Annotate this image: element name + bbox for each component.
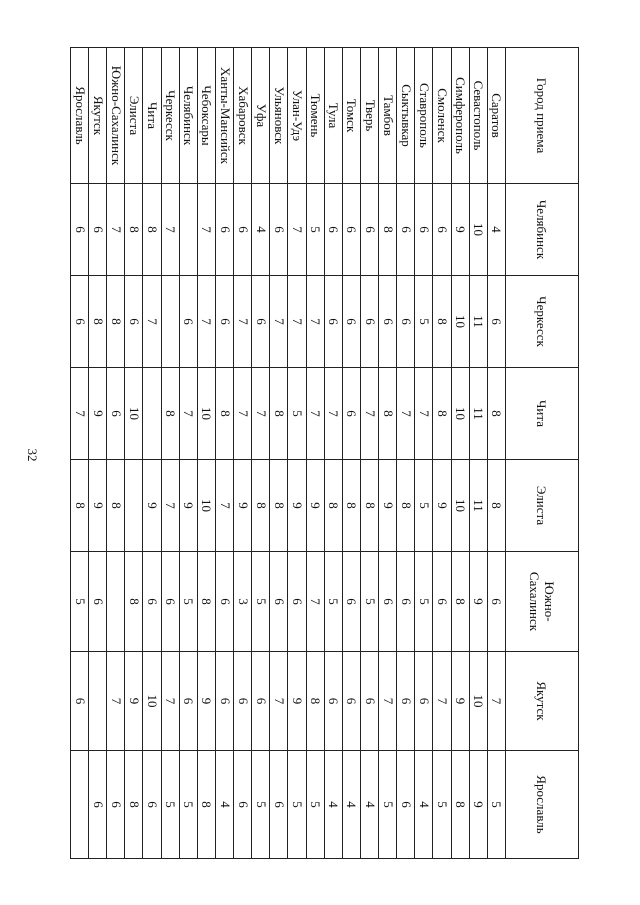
table-cell: 8 (197, 751, 215, 859)
table-cell: 8 (342, 460, 360, 552)
header-city-7: Ярославль (506, 751, 579, 859)
row-city-name: Симферополь (451, 48, 469, 184)
table-cell: 9 (451, 184, 469, 276)
row-city-name: Тверь (361, 48, 379, 184)
table-cell: 6 (487, 276, 505, 368)
table-cell (179, 184, 197, 276)
row-city-name: Ульяновск (270, 48, 288, 184)
table-cell: 8 (433, 368, 451, 460)
table-cell: 8 (125, 751, 143, 859)
header-city-3: Чита (506, 368, 579, 460)
table-cell: 6 (415, 652, 433, 751)
row-city-name: Тюмень (306, 48, 324, 184)
row-city-name: Ставрополь (415, 48, 433, 184)
table-cell: 8 (487, 368, 505, 460)
table-cell: 6 (179, 276, 197, 368)
table-cell: 8 (197, 552, 215, 652)
row-city-name: Ярославль (71, 48, 89, 184)
table-cell: 6 (71, 276, 89, 368)
header-city-5: Южно-Сахалинск (506, 552, 579, 652)
table-cell: 8 (216, 368, 234, 460)
row-city-name: Сыктывкар (397, 48, 415, 184)
table-row (252, 48, 270, 859)
table-cell: 9 (469, 552, 487, 652)
row-city-name: Якутск (89, 48, 107, 184)
schedule-table (70, 47, 579, 859)
table-cell: 7 (306, 276, 324, 368)
table-cell: 7 (179, 368, 197, 460)
table-cell: 8 (71, 460, 89, 552)
table-cell (71, 751, 89, 859)
table-cell: 5 (179, 552, 197, 652)
table-cell (89, 652, 107, 751)
table-cell: 8 (487, 460, 505, 552)
table-cell: 6 (71, 184, 89, 276)
table-cell: 5 (252, 751, 270, 859)
table-cell: 8 (161, 368, 179, 460)
table-cell: 7 (433, 652, 451, 751)
table-row (379, 48, 397, 859)
table-row (197, 48, 215, 859)
table-cell: 7 (288, 184, 306, 276)
table-cell: 11 (469, 460, 487, 552)
table-row (125, 48, 143, 859)
table-cell: 6 (270, 184, 288, 276)
table-cell: 8 (451, 552, 469, 652)
table-cell: 7 (306, 552, 324, 652)
table-row (89, 48, 107, 859)
table-cell: 8 (270, 460, 288, 552)
table-cell (161, 276, 179, 368)
table-cell: 8 (306, 652, 324, 751)
table-cell: 6 (342, 184, 360, 276)
table-cell: 5 (161, 751, 179, 859)
table-row (216, 48, 234, 859)
table-cell: 4 (487, 184, 505, 276)
table-cell: 10 (197, 460, 215, 552)
table-row (487, 48, 505, 859)
table-cell: 7 (397, 368, 415, 460)
table-row (306, 48, 324, 859)
row-city-name: Южно-Сахалинск (107, 48, 125, 184)
table-cell: 8 (379, 368, 397, 460)
table-cell: 5 (361, 552, 379, 652)
table-cell: 4 (361, 751, 379, 859)
table-cell: 6 (216, 276, 234, 368)
table-cell: 7 (107, 184, 125, 276)
table-cell: 10 (197, 368, 215, 460)
row-city-name: Улан-Удэ (288, 48, 306, 184)
row-city-name: Тамбов (379, 48, 397, 184)
table-cell: 6 (270, 751, 288, 859)
table-cell: 11 (469, 368, 487, 460)
header-city-1: Челябинск (506, 184, 579, 276)
table-cell: 4 (342, 751, 360, 859)
table-cell: 6 (324, 184, 342, 276)
table-cell: 8 (107, 460, 125, 552)
table-cell: 6 (342, 368, 360, 460)
table-cell: 8 (143, 184, 161, 276)
row-city-name: Саратов (487, 48, 505, 184)
table-row (361, 48, 379, 859)
table-cell: 6 (107, 751, 125, 859)
row-city-name: Севастополь (469, 48, 487, 184)
table-wrapper (70, 47, 579, 858)
table-cell: 4 (252, 184, 270, 276)
table-cell: 6 (143, 552, 161, 652)
table-cell: 8 (397, 460, 415, 552)
table-cell: 7 (71, 368, 89, 460)
table-cell: 6 (234, 184, 252, 276)
table-cell: 9 (179, 460, 197, 552)
table-cell: 6 (179, 652, 197, 751)
table-cell: 10 (469, 184, 487, 276)
table-cell: 5 (71, 552, 89, 652)
row-city-name: Томск (342, 48, 360, 184)
table-cell: 6 (397, 751, 415, 859)
table-row (71, 48, 89, 859)
table-cell: 6 (252, 276, 270, 368)
table-cell: 6 (397, 652, 415, 751)
table-cell: 6 (342, 652, 360, 751)
table-cell: 8 (125, 184, 143, 276)
row-city-name: Тула (324, 48, 342, 184)
table-cell (107, 552, 125, 652)
row-city-name: Ханты-Мансийск (216, 48, 234, 184)
table-cell: 10 (451, 368, 469, 460)
row-city-name: Уфа (252, 48, 270, 184)
table-cell: 6 (89, 184, 107, 276)
table-cell: 5 (324, 552, 342, 652)
table-cell: 6 (397, 552, 415, 652)
table-cell: 9 (379, 460, 397, 552)
table-cell: 9 (288, 460, 306, 552)
table-cell: 6 (216, 552, 234, 652)
table-cell: 4 (324, 751, 342, 859)
table-cell: 6 (397, 276, 415, 368)
table-body (71, 48, 506, 859)
header-city-2: Черкесск (506, 276, 579, 368)
table-cell: 6 (324, 276, 342, 368)
table-cell: 6 (288, 552, 306, 652)
table-cell: 6 (361, 184, 379, 276)
table-cell: 5 (415, 460, 433, 552)
table-cell: 9 (89, 460, 107, 552)
table-cell: 6 (379, 552, 397, 652)
table-cell: 8 (89, 276, 107, 368)
table-cell: 6 (342, 276, 360, 368)
table-row (270, 48, 288, 859)
table-cell: 8 (107, 276, 125, 368)
row-city-name: Хабаровск (234, 48, 252, 184)
table-cell: 8 (324, 460, 342, 552)
table-cell: 6 (361, 652, 379, 751)
table-cell: 6 (397, 184, 415, 276)
table-cell: 11 (469, 276, 487, 368)
table-cell: 7 (143, 276, 161, 368)
table-cell: 7 (161, 460, 179, 552)
table-row (143, 48, 161, 859)
table-cell: 8 (379, 184, 397, 276)
table-cell: 7 (415, 368, 433, 460)
table-cell: 7 (197, 184, 215, 276)
table-cell: 6 (270, 552, 288, 652)
table-cell: 10 (125, 368, 143, 460)
table-row (433, 48, 451, 859)
table-cell: 9 (433, 460, 451, 552)
table-cell: 6 (433, 184, 451, 276)
table-cell: 6 (71, 652, 89, 751)
table-cell (125, 460, 143, 552)
table-cell: 9 (197, 652, 215, 751)
table-cell: 6 (89, 552, 107, 652)
table-cell: 5 (252, 552, 270, 652)
table-cell: 6 (234, 652, 252, 751)
table-row (415, 48, 433, 859)
table-cell: 6 (415, 184, 433, 276)
table-cell: 9 (143, 460, 161, 552)
table-cell: 5 (306, 751, 324, 859)
row-city-name: Элиста (125, 48, 143, 184)
header-row (506, 48, 579, 859)
table-cell: 6 (216, 184, 234, 276)
table-cell: 6 (487, 552, 505, 652)
table-cell: 6 (252, 652, 270, 751)
table-cell: 6 (216, 652, 234, 751)
header-city-6: Якутск (506, 652, 579, 751)
table-cell: 5 (379, 751, 397, 859)
table-cell: 7 (216, 460, 234, 552)
table-cell: 6 (89, 751, 107, 859)
table-cell: 7 (379, 652, 397, 751)
table-cell: 7 (270, 276, 288, 368)
table-cell: 6 (342, 552, 360, 652)
table-row (161, 48, 179, 859)
table-cell: 8 (252, 460, 270, 552)
table-cell: 4 (216, 751, 234, 859)
table-cell: 5 (288, 751, 306, 859)
table-cell: 7 (270, 652, 288, 751)
table-cell: 7 (306, 368, 324, 460)
table-cell: 6 (433, 552, 451, 652)
table-cell: 5 (288, 368, 306, 460)
table-cell: 8 (270, 368, 288, 460)
table-row (234, 48, 252, 859)
table-cell: 10 (451, 276, 469, 368)
table-cell: 10 (143, 652, 161, 751)
table-row (469, 48, 487, 859)
table-cell: 7 (107, 652, 125, 751)
table-cell: 5 (433, 751, 451, 859)
table-row (288, 48, 306, 859)
table-cell: 5 (415, 552, 433, 652)
table-cell: 8 (125, 552, 143, 652)
table-cell: 7 (161, 652, 179, 751)
table-cell: 7 (252, 368, 270, 460)
table-row (324, 48, 342, 859)
table-cell: 7 (288, 276, 306, 368)
header-city-column: Город приема (506, 48, 579, 184)
table-row (179, 48, 197, 859)
table-cell: 6 (361, 276, 379, 368)
table-cell: 5 (179, 751, 197, 859)
row-city-name: Челябинск (179, 48, 197, 184)
table-cell: 9 (125, 652, 143, 751)
header-city-4: Элиста (506, 460, 579, 552)
table-cell: 6 (234, 751, 252, 859)
table-cell: 6 (143, 751, 161, 859)
row-city-name: Смоленск (433, 48, 451, 184)
table-cell: 8 (433, 276, 451, 368)
table-cell: 10 (469, 652, 487, 751)
table-cell: 9 (469, 751, 487, 859)
table-cell: 7 (487, 652, 505, 751)
table-cell: 3 (234, 552, 252, 652)
table-cell: 6 (125, 276, 143, 368)
table-cell: 6 (324, 652, 342, 751)
row-city-name: Черкесск (161, 48, 179, 184)
table-cell: 4 (415, 751, 433, 859)
table-row (397, 48, 415, 859)
table-cell: 9 (234, 460, 252, 552)
table-cell: 7 (361, 368, 379, 460)
table-row (107, 48, 125, 859)
table-cell: 5 (306, 184, 324, 276)
table-cell: 7 (234, 276, 252, 368)
row-city-name: Чебоксары (197, 48, 215, 184)
table-cell: 6 (379, 276, 397, 368)
table-cell: 9 (306, 460, 324, 552)
table-row (342, 48, 360, 859)
table-cell: 7 (324, 368, 342, 460)
table-cell (143, 368, 161, 460)
table-cell: 9 (451, 652, 469, 751)
table-cell: 8 (361, 460, 379, 552)
table-cell: 7 (161, 184, 179, 276)
table-cell: 5 (487, 751, 505, 859)
table-cell: 10 (451, 460, 469, 552)
table-cell: 7 (234, 368, 252, 460)
table-cell: 9 (288, 652, 306, 751)
row-city-name: Чита (143, 48, 161, 184)
table-cell: 5 (415, 276, 433, 368)
table-cell: 8 (451, 751, 469, 859)
table-cell: 9 (89, 368, 107, 460)
page-number: 32 (25, 448, 40, 462)
table-cell: 6 (161, 552, 179, 652)
table-row (451, 48, 469, 859)
table-cell: 7 (197, 276, 215, 368)
table-cell: 6 (107, 368, 125, 460)
